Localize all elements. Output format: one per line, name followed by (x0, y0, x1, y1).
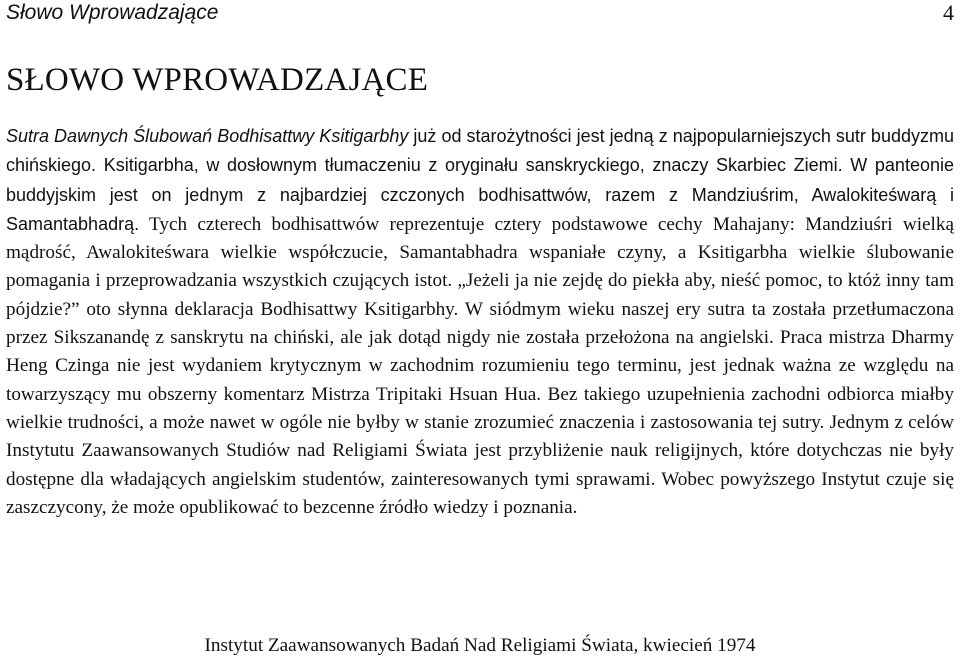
paragraph-main-text: Tych czterech bodhisattwów reprezentuje cztery podstawowe cechy Mahajany: Mandziuśri wielką mądrość, Awalokiteśwara wielkie współczucie, Samantabhadra wspaniałe czyny, a Ksitigarbha wielkie ślubowanie pomagania i przeprowadzania wszystkich czujących istot. „Jeżeli ja nie zejdę do piekła aby, nieść pomoc, to któż inny tam pójdzie?” oto słynna deklaracja Bodhisattwy Ksitigarbhy. W siódmym wieku naszej ery sutra ta została przetłumaczona przez Sikszanandę z sanskrytu na chiński, ale jak dotąd nigdy nie została przełożona na angielski. Praca mistrza Dharmy Heng Czinga nie jest wydaniem krytycznym w zachodnim rozumieniu tego terminu, jest jednak ważna ze względu na towarzyszący mu obszerny komentarz Mistrza Tripitaki Hsuan Hua. Bez takiego uzupełnienia zachodni odbiorca miałby wielkie trudności, a może nawet w ogóle nie byłby w stanie zrozumieć znaczenia i zastosowania tej sutry. Jednym z celów Instytutu Zaawansowanych Studiów nad Religiami Świata jest przybliżenie nauk religijnych, które dotychczas nie były dostępne dla władających angielskim studentów, zainteresowanych tymi sprawami. Wobec powyższego Instytut czuje się zaszczycony, że może opublikować to bezcenne źródło wiedzy i poznania. (6, 213, 954, 518)
signature-line: Instytut Zaawansowanych Badań Nad Religiami Świata, kwiecień 1974 (204, 635, 756, 656)
page-title: SŁOWO WPROWADZAJĄCE (6, 62, 429, 98)
body-paragraph (6, 122, 954, 522)
paragraph-sentence-1: już od starożytności jest jedną z najpopularniejszych sutr buddyzmu chińskiego. (6, 126, 954, 176)
sutra-title: Sutra Dawnych Ślubowań Bodhisattwy Ksitigarbhy (6, 126, 409, 146)
page-number: 4 (943, 0, 954, 25)
paragraph-sentence-2: Ksitigarbha, w dosłownym tłumaczeniu z oryginału sanskryckiego, znaczy Skarbiec Ziemi. W panteonie buddyjskim jest on jednym z najbardziej czczonych bodhisattwów, razem z Mandziuśrim, Awalokiteśwarą i Samantabhadrą. (6, 155, 954, 234)
header-section-title: Słowo Wprowadzające (6, 1, 219, 24)
running-header (6, 0, 954, 30)
